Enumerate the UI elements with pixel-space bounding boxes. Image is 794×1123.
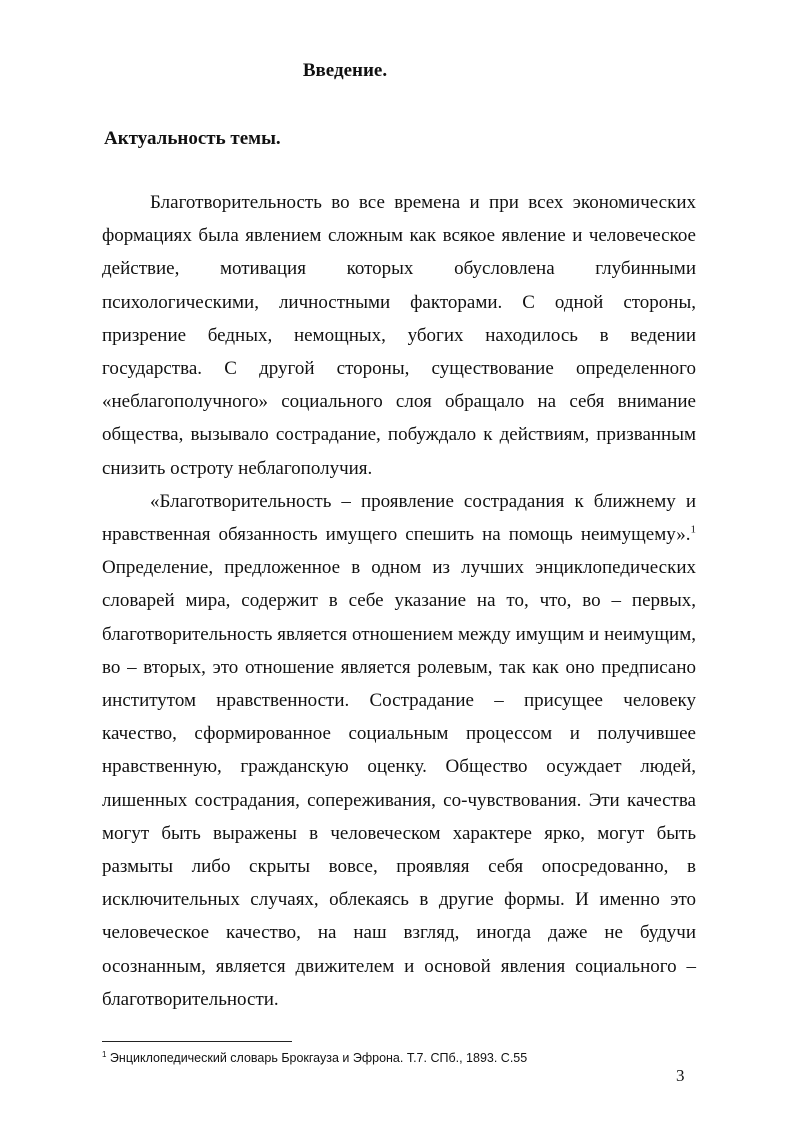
- paragraph-1: Благотворительность во все времена и при всех экономических формациях была явлением сложным как всякое явление и человеческое действие, мотивация которых обусловлена глубинными психологическими, личностными факторами. С одной стороны, призрение бедных, немощных, убогих находилось в ведении государства. С другой стороны, существование определенного «неблагополучного» социального слоя обращало на себя внимание общества, вызывало сострадание, побуждало к действиям, призванным снизить остроту неблагополучия.: [102, 192, 696, 479]
- footnote-mark: 1: [102, 1050, 107, 1059]
- page-title: Введение.: [302, 60, 388, 81]
- paragraph-2-rest: Определение, предложенное в одном из лучших энциклопедических словарей мира, содержит в себе указание на то, что, во – первых, благотворительность является отношением между имущим и неимущим, во – вторых, это отношение является ролевым, так как оно предписано институтом нравственности. Сострадание – присущее человеку качество, сформированное социальным процессом и получившее нравственную, гражданскую оценку. Общество осуждает людей, лишенных сострадания, сопереживания, со-чувствования. Эти качества могут быть выражены в человеческом характере ярко, могут быть размыты либо скрыты вовсе, проявляя себя опосредованно, в исключительных случаях, облекаясь в другие формы. И именно это человеческое качество, на наш взгляд, иногда даже не будучи осознанным, является движителем и основой явления социального – благотворительности.: [102, 557, 696, 1010]
- footnote: [102, 1050, 527, 1065]
- page-number: 3: [676, 1066, 685, 1085]
- footnote-reference: 1: [690, 523, 696, 536]
- footnote-text: Энциклопедический словарь Брокгауза и Эфрона. Т.7. СПб., 1893. С.55: [106, 1051, 528, 1066]
- footnote-divider: [102, 1041, 292, 1042]
- paragraph-2: [102, 485, 696, 1016]
- quote-text: «Благотворительность – проявление сострадания к ближнему и нравственная обязанность имущего спешить на помощь неимущему».: [102, 490, 696, 546]
- body-text: [102, 186, 696, 1016]
- section-heading: Актуальность темы.: [104, 128, 281, 149]
